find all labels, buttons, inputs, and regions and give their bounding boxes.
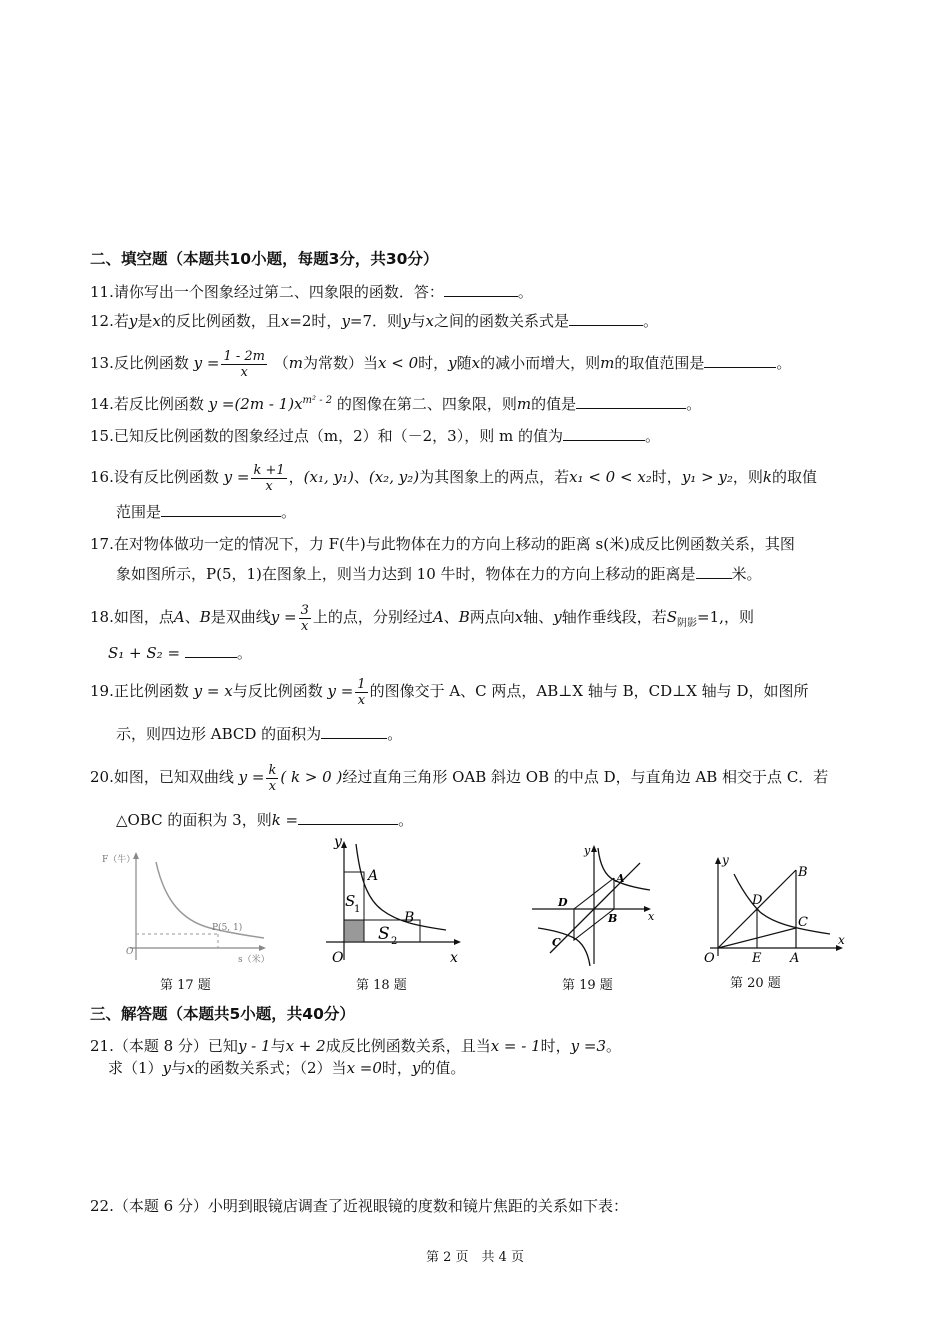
q13-end: 。 <box>776 354 792 372</box>
fig20-y-arrow <box>715 857 721 864</box>
fig18-x-arrow <box>454 939 461 945</box>
q20-k-eq: k = <box>271 811 299 829</box>
fig20-point-d: D <box>752 893 763 908</box>
q12-var-y: y <box>128 312 138 330</box>
fig18-x-label: x <box>450 950 458 966</box>
q18-end: 。 <box>236 644 252 662</box>
q19-denominator: x <box>357 692 366 708</box>
q14-var-m: m <box>516 395 532 413</box>
q16-numerator: k +1 <box>253 462 285 478</box>
fig18-s2: S <box>378 924 390 944</box>
figure-17 <box>100 850 270 968</box>
q18-part-d: 上的点，分别经过 <box>312 608 433 626</box>
q16-denominator: x <box>265 478 273 494</box>
question-20-line-2 <box>116 810 413 830</box>
q19-fraction <box>355 677 367 708</box>
question-21-line-2 <box>108 1058 465 1078</box>
q16-end: 。 <box>281 503 297 521</box>
q18-point-a2: A <box>432 608 444 626</box>
fig17-origin: O <box>126 947 134 957</box>
q13-numerator: 1 - 2m <box>223 348 265 364</box>
q13-part-d: 时， <box>418 354 449 372</box>
q13-part-b: （ <box>273 354 289 372</box>
q18-fraction <box>299 603 311 634</box>
q13-part-e: 随 <box>456 354 472 372</box>
fig20-y-label: y <box>722 853 729 867</box>
q18-s: S <box>666 608 678 626</box>
q18-part-a: 18.如图，点 <box>90 608 174 626</box>
fig17-caption: 第 17 题 <box>160 978 211 993</box>
q21-line2-a: 求（1） <box>108 1059 163 1077</box>
q21-end: 。 <box>606 1037 622 1055</box>
q13-var-m: m <box>288 354 304 372</box>
q13-denominator: x <box>240 364 248 380</box>
fig18-point-a: A <box>368 868 379 884</box>
fig20-origin: O <box>704 951 715 966</box>
q21-line2-b: 与 <box>171 1059 187 1077</box>
q18-var-x: x <box>514 608 524 626</box>
q18-part-e: 、 <box>443 608 459 626</box>
question-17-line-2 <box>116 564 762 584</box>
q15-end: 。 <box>644 427 660 445</box>
question-11 <box>90 282 533 302</box>
q16-part-c: 、 <box>353 468 369 486</box>
q13-part-f: 的减小而增大，则 <box>480 354 601 372</box>
q13-var-m2: m <box>600 354 615 372</box>
q13-answer-blank[interactable] <box>704 353 776 368</box>
question-19-line-2 <box>116 724 402 744</box>
q17-answer-blank[interactable] <box>696 564 732 579</box>
q18-eq: y = <box>270 608 297 626</box>
q18-part-h: 轴作垂线段，若 <box>561 608 667 626</box>
q21-expr-b: x + 2 <box>285 1037 326 1055</box>
q11-text: 11.请你写出一个图象经过第二、四象限的函数．答： <box>90 283 444 301</box>
question-19-line-1 <box>90 672 808 710</box>
q20-fraction <box>266 763 278 794</box>
q16-part-d: 为其图象上的两点，若 <box>419 468 570 486</box>
q12-var-x2: x <box>280 312 290 330</box>
q14-part-b: 的图像在第二、四象限，则 <box>336 395 517 413</box>
q21-var-x: x <box>186 1059 195 1077</box>
q12-part-f: 与 <box>410 312 426 330</box>
q20-end: 。 <box>398 811 414 829</box>
fig19-y-label: y <box>584 844 591 857</box>
q21-line2-e: 的值。 <box>420 1059 466 1077</box>
q14-end: 。 <box>686 395 702 413</box>
q13-part-g: 的取值范围是 <box>614 354 705 372</box>
q21-expr-e: x =0 <box>346 1059 382 1077</box>
q21-part-d: 时， <box>540 1037 571 1055</box>
q21-var-y2: y <box>411 1059 421 1077</box>
question-13 <box>90 344 791 382</box>
q16-eq: y = <box>223 468 250 486</box>
q12-part-d: =2时， <box>289 312 342 330</box>
fig20-curve <box>734 874 830 934</box>
section-answer-title: 三、解答题（本题共5小题，共40分） <box>90 1005 355 1023</box>
fig17-point-p: P(5, 1) <box>212 923 243 933</box>
q21-var-y: y <box>162 1059 172 1077</box>
q12-part-b: 是 <box>137 312 153 330</box>
figure-18 <box>318 836 468 966</box>
q11-end: 。 <box>517 283 533 301</box>
q21-expr-c: x = - 1 <box>490 1037 541 1055</box>
fig18-shaded-area <box>345 921 364 942</box>
question-16-line-2 <box>116 502 296 522</box>
q21-line2-c: 的函数关系式；（2）当 <box>194 1059 347 1077</box>
q20-numerator: k <box>268 762 277 778</box>
question-18-line-2 <box>108 643 252 663</box>
q18-point-b: B <box>199 608 211 626</box>
q16-var-k: k <box>762 468 773 486</box>
q13-var-y: y <box>448 354 457 372</box>
q16-part-b: ， <box>288 468 304 486</box>
q12-var-y2: y <box>341 312 350 330</box>
q18-part-i: ，则 <box>723 608 754 626</box>
question-16-line-1 <box>90 458 817 496</box>
q14-answer-blank[interactable] <box>576 394 686 409</box>
fig18-curve <box>356 844 446 930</box>
q19-line-2: 示，则四边形 ABCD 的面积为 <box>116 725 322 743</box>
q12-part-e: =7．则 <box>349 312 403 330</box>
fig18-caption: 第 18 题 <box>356 978 407 993</box>
q12-part-g: 之间的函数关系式是 <box>434 312 570 330</box>
q21-expr-d: y =3 <box>570 1037 607 1055</box>
q19-numerator: 1 <box>357 676 366 692</box>
q16-answer-blank[interactable] <box>161 502 281 517</box>
q14-part-a: 14.若反比例函数 <box>90 395 204 413</box>
q12-var-y3: y <box>402 312 411 330</box>
q19-part-b: 与反比例函数 <box>232 682 323 700</box>
q15-answer-blank[interactable] <box>563 426 645 441</box>
fig19-point-d: D <box>558 896 568 909</box>
q16-condition-2: y₁ > y₂ <box>681 468 733 486</box>
fig18-s1: S <box>345 892 356 910</box>
q19-eq-2: y = <box>327 682 354 700</box>
fig20-caption: 第 20 题 <box>730 976 781 991</box>
fig19-point-b: B <box>608 912 618 925</box>
q12-var-x: x <box>152 312 161 330</box>
q11-answer-blank[interactable] <box>444 282 518 297</box>
q12-answer-blank[interactable] <box>569 311 643 326</box>
q17-line-2: 象如图所示，P(5，1)在图象上，则当力达到 10 牛时，物体在力的方向上移动的距离是 <box>116 565 696 583</box>
q12-part-c: 的反比例函数，且 <box>160 312 281 330</box>
q19-eq-1: y = x <box>193 682 233 700</box>
q14-part-c: 的值是 <box>531 395 577 413</box>
question-22: 22.（本题 6 分）小明到眼镜店调查了近视眼镜的度数和镜片焦距的关系如下表： <box>90 1197 628 1215</box>
q16-point-2: (x₂, y₂) <box>368 468 420 486</box>
q12-end: 。 <box>643 312 659 330</box>
fig19-point-a: A <box>616 872 625 885</box>
q18-denominator: x <box>301 618 309 634</box>
q20-part-b: 经过直角三角形 OAB 斜边 OB 的中点 D，与直角边 AB 相交于点 C．若 <box>342 768 829 786</box>
q16-point-1: (x₁, y₁) <box>303 468 354 486</box>
fig17-x-label: s（米） <box>238 955 270 965</box>
q21-part-c: 成反比例函数关系，且当 <box>325 1037 491 1055</box>
q17-end: 米。 <box>731 565 762 583</box>
q18-numerator: 3 <box>300 602 309 618</box>
q19-answer-blank[interactable] <box>321 724 387 739</box>
q16-part-e: 时， <box>651 468 682 486</box>
q18-answer-blank[interactable] <box>185 643 237 658</box>
q18-point-b2: B <box>458 608 470 626</box>
q13-var-x: x <box>471 354 481 372</box>
q21-line2-d: 时， <box>381 1059 412 1077</box>
fig20-point-b: B <box>798 865 808 880</box>
question-17-line-1: 17.在对物体做功一定的情况下，力 F(牛)与此物体在力的方向上移动的距离 s(米)成反比例函数关系，其图 <box>90 535 795 553</box>
question-14 <box>90 391 701 414</box>
fig18-s1-sub: 1 <box>354 904 361 915</box>
q12-part-a: 12.若 <box>90 312 129 330</box>
fig20-point-c: C <box>798 915 808 930</box>
question-12 <box>90 311 658 331</box>
fig18-y-label: y <box>334 836 342 850</box>
fig17-x-arrow <box>259 945 266 951</box>
fig18-s2-sub: 2 <box>391 936 398 947</box>
fig19-point-c: C <box>552 936 561 949</box>
figure-20 <box>700 852 850 968</box>
q21-part-a: 21.（本题 8 分）已知 <box>90 1037 238 1055</box>
fig19-y-arrow <box>591 845 597 852</box>
fig20-point-e: E <box>752 951 762 966</box>
q18-part-b: 、 <box>184 608 200 626</box>
q18-part-c: 是双曲线 <box>210 608 271 626</box>
fig19-x-label: x <box>648 910 655 923</box>
section-fill-blank-title: 二、填空题（本题共10小题，每题3分，共30分） <box>90 250 439 268</box>
figure-19 <box>528 842 658 968</box>
q16-part-f: ，则 <box>732 468 763 486</box>
question-21-line-1 <box>90 1036 621 1056</box>
fig20-x-label: x <box>838 933 845 947</box>
q16-part-g: 的取值 <box>772 468 818 486</box>
fig19-caption: 第 19 题 <box>562 978 613 993</box>
q12-var-x3: x <box>425 312 435 330</box>
question-15 <box>90 426 660 446</box>
q15-text: 15.已知反比例函数的图象经过点（m，2）和（－2，3），则 m 的值为 <box>90 427 563 445</box>
q20-condition: ( k > 0 ) <box>280 768 343 786</box>
fig18-origin: O <box>332 950 344 966</box>
fig20-point-a: A <box>790 951 800 966</box>
q18-part-f: 两点向 <box>469 608 515 626</box>
q13-eq: y = <box>193 354 220 372</box>
q16-fraction <box>251 463 286 494</box>
q18-s1-s2: S₁ + S₂ = <box>108 644 181 662</box>
q20-eq: y = <box>238 768 265 786</box>
q18-s-sub: 阴影 <box>677 618 698 629</box>
q19-part-a: 19.正比例函数 <box>90 682 189 700</box>
fig17-y-label: F（牛） <box>102 855 136 865</box>
q21-expr-a: y - 1 <box>237 1037 271 1055</box>
q14-exponent: m² - 2 <box>302 395 333 406</box>
q16-part-a: 16.设有反比例函数 <box>90 468 219 486</box>
fig18-point-b: B <box>404 910 415 926</box>
question-20-line-1 <box>90 758 828 796</box>
q20-answer-blank[interactable] <box>298 810 398 825</box>
q13-fraction <box>221 349 267 380</box>
q20-denominator: x <box>268 778 277 794</box>
q13-condition: x < 0 <box>378 354 419 372</box>
q18-part-g: 轴、 <box>523 608 554 626</box>
q16-condition-1: x₁ < 0 < x₂ <box>569 468 652 486</box>
q16-line-2: 范围是 <box>116 503 162 521</box>
q18-s-eq: =1, <box>697 608 724 626</box>
q14-expression: y =(2m - 1)x <box>208 395 303 413</box>
page-footer: 第 2 页 共 4 页 <box>425 1250 525 1265</box>
question-18-line-1 <box>90 598 754 643</box>
q19-end: 。 <box>387 725 403 743</box>
q18-var-y: y <box>553 608 562 626</box>
q18-point-a: A <box>173 608 185 626</box>
q19-part-c: 的图像交于 A、C 两点，AB⊥X 轴与 B，CD⊥X 轴与 D，如图所 <box>369 682 809 700</box>
q13-part-a: 13.反比例函数 <box>90 354 189 372</box>
q13-part-c: 为常数）当 <box>303 354 379 372</box>
q20-line-2: △OBC 的面积为 3，则 <box>116 811 272 829</box>
q21-part-b: 与 <box>270 1037 286 1055</box>
fig17-curve <box>156 862 264 938</box>
q20-part-a: 20.如图，已知双曲线 <box>90 768 234 786</box>
